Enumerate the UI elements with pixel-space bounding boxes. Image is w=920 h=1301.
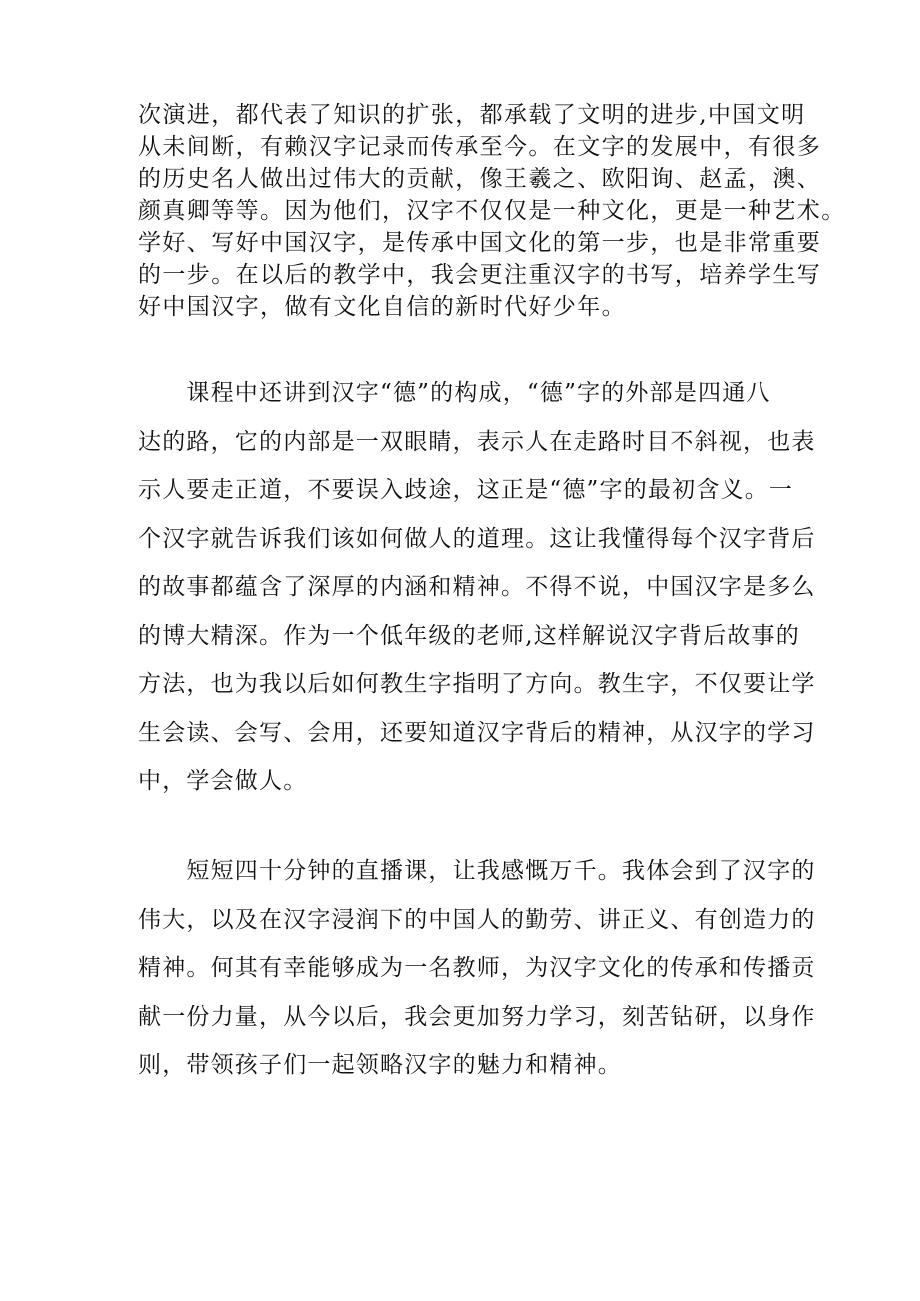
text-line: 方法，也为我以后如何教生字指明了方向。教生字，不仅要让学 — [138, 671, 816, 697]
text-line: 次演进，都代表了知识的扩张，都承载了文明的进步,中国文明 — [138, 102, 806, 128]
text-line: 的故事都蕴含了深厚的内涵和精神。不得不说，中国汉字是多么 — [138, 574, 816, 600]
text-line: 好中国汉字，做有文化自信的新时代好少年。 — [138, 294, 626, 320]
text-line: 精神。何其有幸能够成为一名教师，为汉字文化的传承和传播贡 — [138, 955, 816, 981]
text-line: 的一步。在以后的教学中，我会更注重汉字的书写，培养学生写 — [138, 262, 822, 288]
text-line: 中，学会做人。 — [138, 768, 308, 794]
text-line: 学好、写好中国汉字，是传承中国文化的第一步，也是非常重要 — [138, 230, 822, 256]
text-line: 生会读、会写、会用，还要知道汉字背后的精神，从汉字的学习 — [138, 719, 816, 746]
text-line: 从未间断，有赖汉字记录而传承至今。在文字的发展中，有很多 — [138, 134, 822, 160]
paragraph-1 — [138, 99, 846, 323]
text-line: 的博大精深。作为一个低年级的老师,这样解说汉字背后故事的 — [138, 622, 800, 649]
paragraph-2 — [138, 369, 816, 806]
text-line: 短短四十分钟的直播课，让我感慨万千。我体会到了汉字的 — [138, 858, 816, 884]
text-line: 达的路，它的内部是一双眼睛，表示人在走路时目不斜视，也表 — [138, 428, 816, 455]
text-line: 示人要走正道，不要误入歧途，这正是“德”字的最初含义。一 — [138, 477, 794, 503]
text-line: 献一份力量，从今以后，我会更加努力学习，刻苦钻研，以身作 — [138, 1003, 816, 1030]
text-line: 的历史名人做出过伟大的贡献，像王羲之、欧阳询、赵孟，澳、 — [138, 166, 822, 192]
text-line: 个汉字就告诉我们该如何做人的道理。这让我懂得每个汉字背后 — [138, 525, 816, 552]
text-line: 课程中还讲到汉字“德”的构成，“德”字的外部是四通八 — [138, 380, 771, 406]
paragraph-3 — [138, 847, 816, 1090]
text-line: 则，带领孩子们一起领略汉字的魅力和精神。 — [138, 1052, 622, 1078]
text-line: 颜真卿等等。因为他们，汉字不仅仅是一种文化，更是一种艺术。 — [138, 198, 846, 224]
text-line: 伟大，以及在汉字浸润下的中国人的勤劳、讲正义、有创造力的 — [138, 906, 816, 933]
